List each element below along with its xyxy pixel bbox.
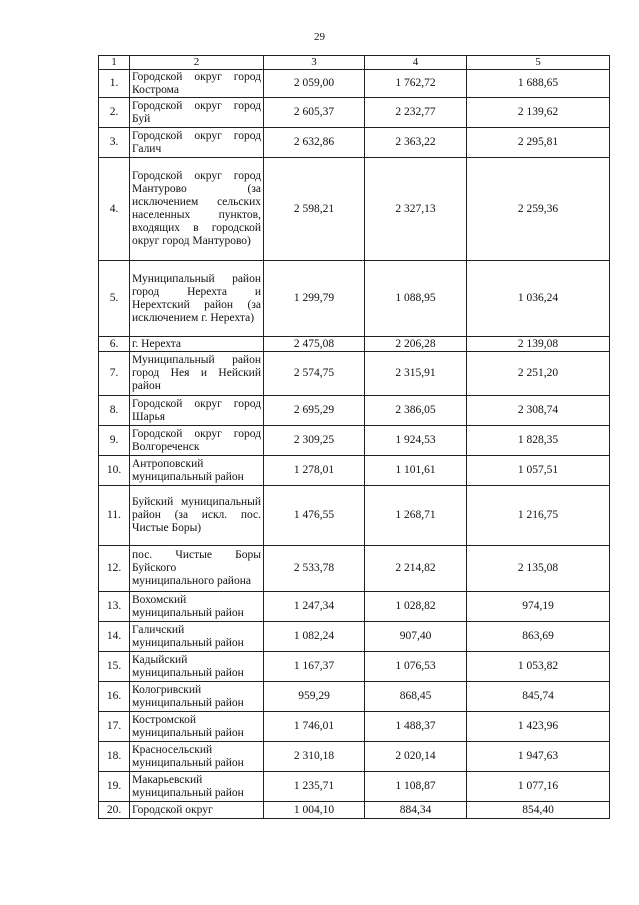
table-row xyxy=(99,337,610,352)
row-number: 15. xyxy=(99,652,130,682)
municipality-name: Буйский муниципальный район (за искл. пос. Чистые Боры) xyxy=(130,486,264,546)
value-col4: 1 762,72 xyxy=(365,70,467,98)
row-number: 3. xyxy=(99,128,130,158)
value-col4: 1 101,61 xyxy=(365,456,467,486)
column-header-5: 5 xyxy=(467,56,610,70)
value-col3: 1 082,24 xyxy=(264,622,365,652)
table-row xyxy=(99,396,610,426)
municipality-name: Городской округ город Волгореченск xyxy=(130,426,264,456)
table-row xyxy=(99,70,610,98)
value-col3: 1 746,01 xyxy=(264,712,365,742)
data-table xyxy=(98,55,610,819)
municipality-name: Городской округ город Шарья xyxy=(130,396,264,426)
municipality-name: Костромской муниципальный район xyxy=(130,712,264,742)
municipality-name: Вохомский муниципальный район xyxy=(130,592,264,622)
row-number: 16. xyxy=(99,682,130,712)
value-col5: 2 139,62 xyxy=(467,98,610,128)
value-col3: 1 247,34 xyxy=(264,592,365,622)
table-row xyxy=(99,486,610,546)
value-col3: 2 695,29 xyxy=(264,396,365,426)
row-number: 7. xyxy=(99,352,130,396)
value-col4: 2 386,05 xyxy=(365,396,467,426)
value-col3: 2 632,86 xyxy=(264,128,365,158)
value-col3: 2 475,08 xyxy=(264,337,365,352)
value-col4: 2 020,14 xyxy=(365,742,467,772)
row-number: 9. xyxy=(99,426,130,456)
value-col5: 1 057,51 xyxy=(467,456,610,486)
value-col5: 1 423,96 xyxy=(467,712,610,742)
value-col3: 1 235,71 xyxy=(264,772,365,802)
value-col5: 2 295,81 xyxy=(467,128,610,158)
table-row xyxy=(99,742,610,772)
municipality-name: Антроповский муниципальный район xyxy=(130,456,264,486)
column-header-2: 2 xyxy=(130,56,264,70)
row-number: 5. xyxy=(99,261,130,337)
row-number: 12. xyxy=(99,546,130,592)
table-row xyxy=(99,622,610,652)
column-header-3: 3 xyxy=(264,56,365,70)
municipality-name: Кадыйский муниципальный район xyxy=(130,652,264,682)
value-col4: 1 108,87 xyxy=(365,772,467,802)
row-number: 4. xyxy=(99,158,130,261)
value-col3: 2 605,37 xyxy=(264,98,365,128)
municipality-name: Муниципальный район город Нерехта и Нерехтский район (за исключением г. Нерехта) xyxy=(130,261,264,337)
municipality-name: Муниципальный район город Нея и Нейский район xyxy=(130,352,264,396)
municipality-name: Красносельский муниципальный район xyxy=(130,742,264,772)
value-col3: 2 574,75 xyxy=(264,352,365,396)
table-row xyxy=(99,261,610,337)
header-row xyxy=(99,56,610,70)
row-number: 19. xyxy=(99,772,130,802)
table-row xyxy=(99,712,610,742)
value-col3: 2 059,00 xyxy=(264,70,365,98)
municipality-name: Городской округ город Буй xyxy=(130,98,264,128)
value-col3: 2 598,21 xyxy=(264,158,365,261)
municipality-name: Макарьевский муниципальный район xyxy=(130,772,264,802)
value-col3: 1 278,01 xyxy=(264,456,365,486)
value-col3: 1 299,79 xyxy=(264,261,365,337)
table-row xyxy=(99,802,610,819)
value-col5: 2 251,20 xyxy=(467,352,610,396)
table-row xyxy=(99,456,610,486)
value-col5: 2 139,08 xyxy=(467,337,610,352)
row-number: 18. xyxy=(99,742,130,772)
value-col5: 863,69 xyxy=(467,622,610,652)
value-col5: 1 036,24 xyxy=(467,261,610,337)
value-col5: 845,74 xyxy=(467,682,610,712)
row-number: 17. xyxy=(99,712,130,742)
value-col5: 2 259,36 xyxy=(467,158,610,261)
column-header-4: 4 xyxy=(365,56,467,70)
value-col4: 2 214,82 xyxy=(365,546,467,592)
row-number: 20. xyxy=(99,802,130,819)
table-row xyxy=(99,98,610,128)
column-header-1: 1 xyxy=(99,56,130,70)
value-col5: 854,40 xyxy=(467,802,610,819)
row-number: 13. xyxy=(99,592,130,622)
value-col4: 2 232,77 xyxy=(365,98,467,128)
value-col4: 1 076,53 xyxy=(365,652,467,682)
municipality-name: Городской округ город Мантурово (за исключением сельских населенных пунктов, входящих в городской округ город Мантурово) xyxy=(130,158,264,261)
value-col5: 1 077,16 xyxy=(467,772,610,802)
value-col4: 2 315,91 xyxy=(365,352,467,396)
row-number: 11. xyxy=(99,486,130,546)
value-col4: 2 327,13 xyxy=(365,158,467,261)
value-col3: 959,29 xyxy=(264,682,365,712)
row-number: 2. xyxy=(99,98,130,128)
value-col5: 1 947,63 xyxy=(467,742,610,772)
value-col3: 1 004,10 xyxy=(264,802,365,819)
value-col5: 1 053,82 xyxy=(467,652,610,682)
value-col5: 1 216,75 xyxy=(467,486,610,546)
value-col4: 868,45 xyxy=(365,682,467,712)
table-row xyxy=(99,426,610,456)
value-col5: 2 308,74 xyxy=(467,396,610,426)
value-col4: 884,34 xyxy=(365,802,467,819)
table-row xyxy=(99,352,610,396)
municipality-name: Городской округ город Кострома xyxy=(130,70,264,98)
value-col4: 1 268,71 xyxy=(365,486,467,546)
value-col5: 2 135,08 xyxy=(467,546,610,592)
value-col4: 2 206,28 xyxy=(365,337,467,352)
value-col4: 1 088,95 xyxy=(365,261,467,337)
value-col5: 1 688,65 xyxy=(467,70,610,98)
value-col5: 1 828,35 xyxy=(467,426,610,456)
value-col4: 1 924,53 xyxy=(365,426,467,456)
value-col3: 1 167,37 xyxy=(264,652,365,682)
table-row xyxy=(99,592,610,622)
value-col4: 907,40 xyxy=(365,622,467,652)
row-number: 14. xyxy=(99,622,130,652)
table-row xyxy=(99,546,610,592)
value-col5: 974,19 xyxy=(467,592,610,622)
value-col4: 2 363,22 xyxy=(365,128,467,158)
table-row xyxy=(99,682,610,712)
municipality-name: Городской округ xyxy=(130,802,264,819)
value-col3: 2 309,25 xyxy=(264,426,365,456)
value-col4: 1 028,82 xyxy=(365,592,467,622)
municipality-name: Городской округ город Галич xyxy=(130,128,264,158)
value-col3: 2 310,18 xyxy=(264,742,365,772)
municipality-name: Кологривский муниципальный район xyxy=(130,682,264,712)
municipality-name: г. Нерехта xyxy=(130,337,264,352)
row-number: 10. xyxy=(99,456,130,486)
table-row xyxy=(99,128,610,158)
row-number: 1. xyxy=(99,70,130,98)
page-number: 29 xyxy=(314,31,325,43)
value-col3: 2 533,78 xyxy=(264,546,365,592)
table-row xyxy=(99,772,610,802)
municipality-name: пос. Чистые Боры Буйского муниципального района xyxy=(130,546,264,592)
value-col3: 1 476,55 xyxy=(264,486,365,546)
table-row xyxy=(99,652,610,682)
municipality-name: Галичский муниципальный район xyxy=(130,622,264,652)
table-row xyxy=(99,158,610,261)
row-number: 8. xyxy=(99,396,130,426)
value-col4: 1 488,37 xyxy=(365,712,467,742)
row-number: 6. xyxy=(99,337,130,352)
